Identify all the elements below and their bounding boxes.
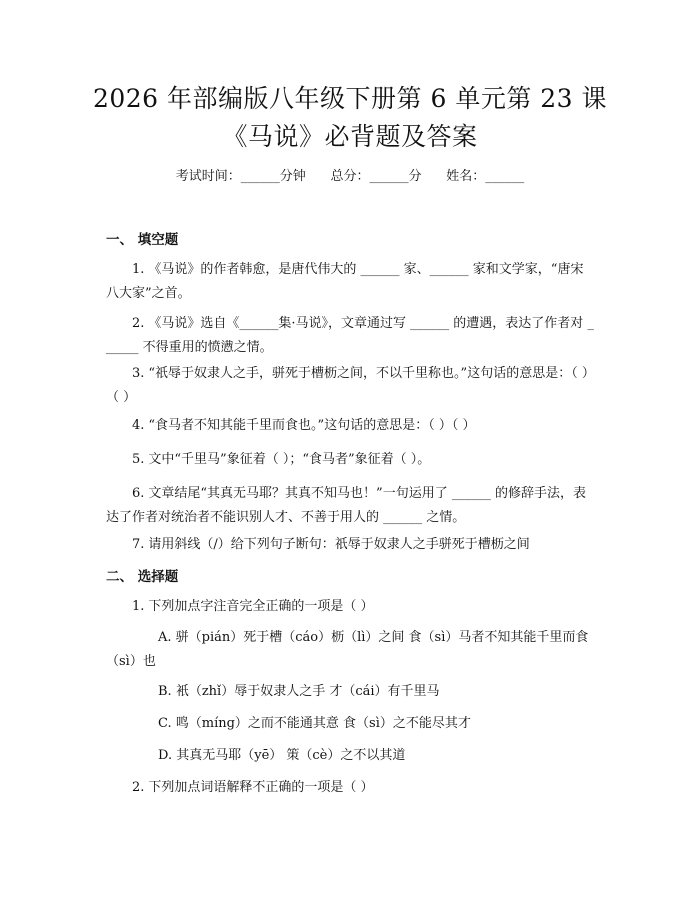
answer-option-b: B. 衹（zhǐ）辱于奴隶人之手 才（cái）有千里马 (158, 684, 440, 699)
question-number: 5. (132, 452, 145, 467)
question-text: 《马说》的作者韩愈，是唐代伟大的 ______ 家、______ 家和文学家，“唐宋八大家”之首。 (106, 262, 584, 301)
question-item (106, 776, 594, 800)
question-text: “祇辱于奴隶人之手，骈死于槽枥之间，不以千里称也。”这句话的意思是：（ ）（ ） (106, 366, 589, 405)
question-number: 2. (132, 780, 145, 795)
answer-option-a: A. 骈（pián）死于槽（cáo）枥（lì）之间 食（sì）马者不知其能千里而食（sì）也 (106, 630, 589, 669)
section-heading-fill-in: 一、 填空题 (106, 232, 179, 248)
question-item (106, 312, 594, 360)
question-number: 4. (132, 418, 145, 433)
answer-option-c: C. 鸣（míng）之而不能通其意 食（sì）之不能尽其才 (158, 716, 471, 731)
question-item (106, 448, 594, 472)
exam-meta-line: 考试时间：______分钟 总分：______分 姓名：______ (175, 169, 525, 184)
page-title-line-2: 《马说》必背题及答案 (222, 122, 478, 151)
page-title-line-1: 2026 年部编版八年级下册第 6 单元第 23 课 (92, 84, 608, 113)
question-number: 6. (132, 486, 145, 501)
question-number: 2. (132, 316, 145, 331)
question-number: 1. (132, 599, 145, 614)
question-number: 1. (132, 262, 145, 277)
question-item (106, 362, 594, 410)
question-text: 下列加点词语解释不正确的一项是（ ） (148, 780, 374, 795)
question-item (106, 414, 594, 438)
question-item (106, 258, 594, 306)
question-text: 文中“千里马”象征着（ ）；“食马者”象征着（ ）。 (148, 452, 431, 467)
question-text: 下列加点字注音完全正确的一项是（ ） (148, 599, 374, 614)
question-number: 7. (132, 537, 145, 552)
question-item (106, 595, 594, 619)
question-item (106, 533, 594, 557)
answer-option-d: D. 其真无马耶（yē） 策（cè）之不以其道 (158, 748, 406, 763)
question-text: 《马说》选自《______集·马说》，文章通过写 ______ 的遭遇，表达了作者对 ______ 不得重用的愤懑之情。 (106, 316, 594, 355)
question-item (106, 482, 594, 530)
question-text: 请用斜线（/）给下列句子断句：祇辱于奴隶人之手骈死于槽枥之间 (148, 537, 530, 552)
question-text: 文章结尾“其真无马耶？其真不知马也！”一句运用了 ______ 的修辞手法，表达了作者对统治者不能识别人才、不善于用人的 ______ 之情。 (106, 486, 586, 525)
section-heading-multiple-choice: 二、 选择题 (106, 569, 179, 585)
question-number: 3. (132, 366, 145, 381)
question-text: “食马者不知其能千里而食也。”这句话的意思是：（ ）（ ） (148, 418, 476, 433)
